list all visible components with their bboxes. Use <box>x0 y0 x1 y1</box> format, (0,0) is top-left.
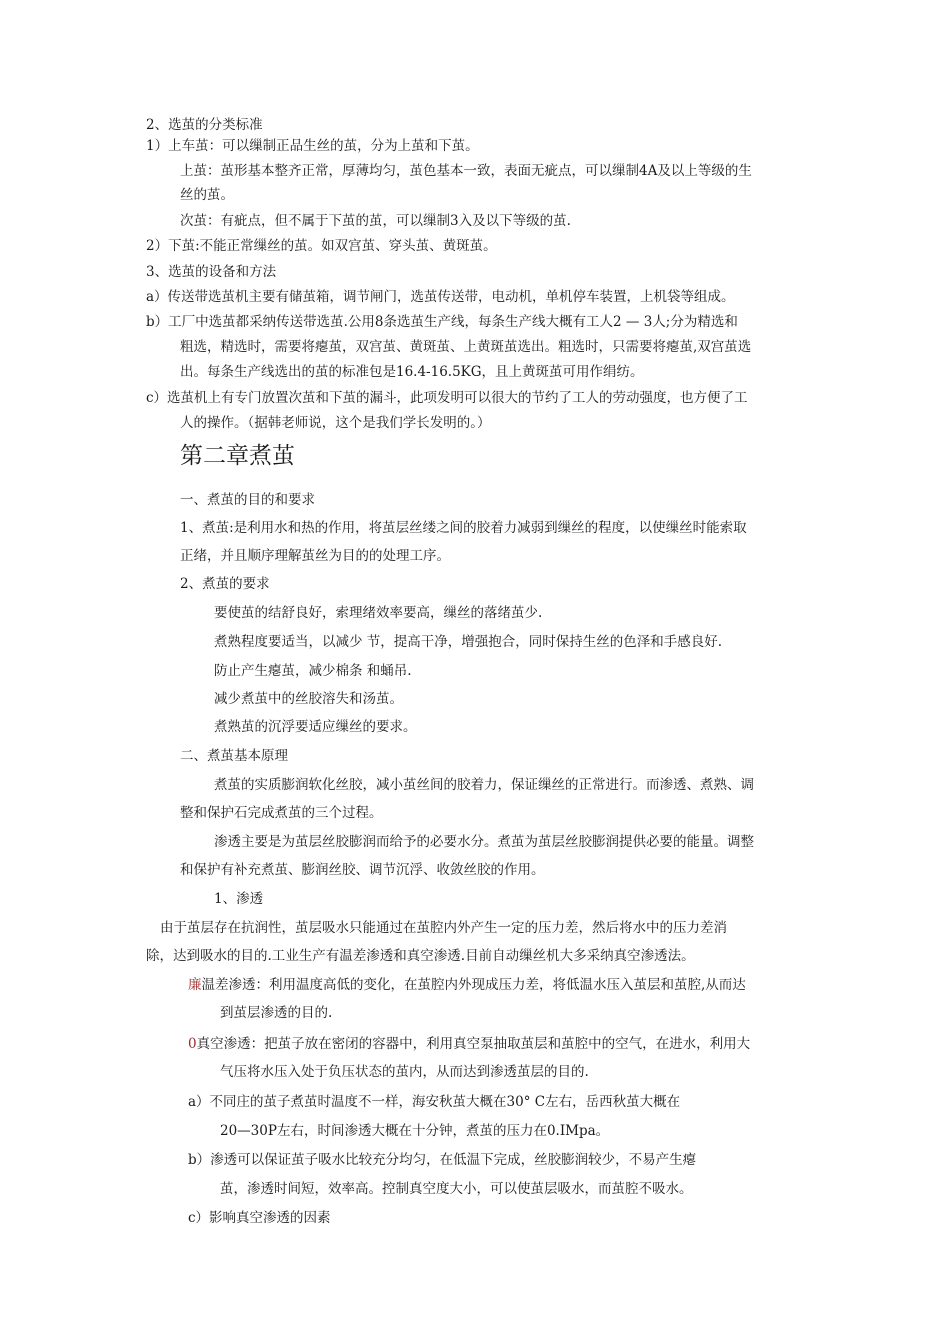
subheading-permeation: 1、渗透 <box>214 891 264 907</box>
subheading-requirements: 2、煮茧的要求 <box>180 576 270 592</box>
paragraph-permeation-line1: 渗透主要是为茧层丝胶膨润而给予的必要水分。煮茧为茧层丝胶膨润提供必要的能量。调整 <box>214 834 754 850</box>
ocr-mark: 0 <box>188 1036 197 1052</box>
paragraph-superior-cocoon-line1: 上茧：茧形基本整齐正常，厚薄均匀，茧色基本一致，表面无疵点，可以缫制4A及以上等级的生 <box>180 163 752 179</box>
vacuum-permeation-line1 <box>188 1034 750 1054</box>
paragraph-principle-line1: 煮茧的实质膨润软化丝胶，减小茧丝间的胶着力，保证缫丝的正常进行。而渗透、煮熟、调 <box>214 777 754 793</box>
requirement-1: 要使茧的结舒良好，索理绪效率要高，缫丝的落绪茧少. <box>214 605 543 621</box>
requirement-4: 减少煮茧中的丝胶溶失和汤茧。 <box>214 691 403 707</box>
list-item-b-line3: 出。每条生产线选出的茧的标准包是16.4-16.5KG，且上黄斑茧可用作绢纺。 <box>180 364 644 380</box>
point-a-line1: a）不同庄的茧子煮茧时温度不一样，海安秋茧大概在30° C左右，岳西秋茧大概在 <box>188 1094 681 1110</box>
list-item-lower-cocoon: 2）下茧:不能正常缫丝的茧。如双宫茧、穿头茧、黄斑茧。 <box>146 238 497 254</box>
section-heading-principle: 二、煮茧基本原理 <box>180 748 288 764</box>
section-heading-sorting-standard: 2、选茧的分类标准 <box>146 117 263 133</box>
section-heading-purpose: 一、煮茧的目的和要求 <box>180 492 315 508</box>
requirement-2: 煮熟程度要适当，以减少 节，提高干净，增强抱合，同时保持生丝的色泽和手感良好. <box>214 634 723 650</box>
paragraph-superior-cocoon-line2: 丝的茧。 <box>180 187 234 203</box>
point-c: c）影响真空渗透的因素 <box>188 1210 331 1226</box>
list-item-a-conveyor: a）传送带选茧机主要有储茧箱，调节闸门，选茧传送带，电动机，单机停车装置，上机袋等组成。 <box>146 289 735 305</box>
list-item-c-line1: c）选茧机上有专门放置次茧和下茧的漏斗，此项发明可以很大的节约了工人的劳动强度，也方便了工 <box>146 390 748 406</box>
paragraph-secondary-cocoon: 次茧：有疵点，但不属于下茧的茧，可以缫制3入及以下等级的茧. <box>180 213 571 229</box>
paragraph-resistance-line2: 除，达到吸水的目的.工业生产有温差渗透和真空渗透.目前自动缫丝机大多采纳真空渗透法。 <box>146 948 695 964</box>
temperature-permeation-line1 <box>188 975 746 995</box>
list-item-c-line2: 人的操作。（据韩老师说，这个是我们学长发明的。） <box>180 415 491 431</box>
vacuum-permeation-text: 真空渗透：把茧子放在密闭的容器中，利用真空泵抽取茧层和茧腔中的空气，在进水，利用大 <box>196 1036 751 1052</box>
point-b-line2: 茧，渗透时间短，效率高。控制真空度大小，可以使茧层吸水，而茧腔不吸水。 <box>220 1181 693 1197</box>
list-item-b-line2: 粗选，精选时，需要将瘪茧，双宫茧、黄斑茧、上黄斑茧选出。粗选时，只需要将瘪茧,双宫茧选 <box>180 339 752 355</box>
paragraph-resistance-line1: 由于茧层存在抗润性，茧层吸水只能通过在茧腔内外产生一定的压力差，然后将水中的压力差消 <box>160 920 727 936</box>
paragraph-definition-line1: 1、煮茧:是利用水和热的作用，将茧层丝缕之间的胶着力减弱到缫丝的程度，以使缫丝时能索取 <box>180 520 747 536</box>
list-item-b-line1: b）工厂中选茧都采纳传送带选茧.公用8条选茧生产线，每条生产线大概有工人2 — 3人;分为精选和 <box>146 314 738 330</box>
requirement-3: 防止产生瘪茧，减少棉条 和蛹吊. <box>214 663 412 679</box>
paragraph-principle-line2: 整和保护石完成煮茧的三个过程。 <box>180 805 383 821</box>
vacuum-permeation-line2: 气压将水压入处于负压状态的茧内，从而达到渗透茧层的目的. <box>220 1064 589 1080</box>
paragraph-permeation-line2: 和保护有补充煮茧、膨润丝胶、调节沉浮、收敛丝胶的作用。 <box>180 862 545 878</box>
point-b-line1: b）渗透可以保证茧子吸水比较充分均匀，在低温下完成，丝胶膨润较少，不易产生瘪 <box>188 1152 697 1168</box>
section-heading-equipment: 3、选茧的设备和方法 <box>146 264 277 280</box>
ocr-mark: 廉 <box>188 977 202 993</box>
chapter-title: 第二章煮茧 <box>180 443 295 469</box>
temperature-permeation-line2: 到茧层渗透的目的. <box>220 1005 333 1021</box>
temperature-permeation-text: 温差渗透：利用温度高低的变化，在茧腔内外现成压力差，将低温水压入茧层和茧腔,从而达 <box>201 977 746 993</box>
paragraph-definition-line2: 正绪，并且顺序理解茧丝为目的的处理工序。 <box>180 548 450 564</box>
list-item-upper-cocoon: 1）上车茧：可以缫制正品生丝的茧，分为上茧和下茧。 <box>146 138 479 154</box>
point-a-line2: 20—30P左右，时间渗透大概在十分钟，煮茧的压力在0.IMpa。 <box>220 1123 610 1139</box>
requirement-5: 煮熟茧的沉浮要适应缫丝的要求。 <box>214 719 417 735</box>
